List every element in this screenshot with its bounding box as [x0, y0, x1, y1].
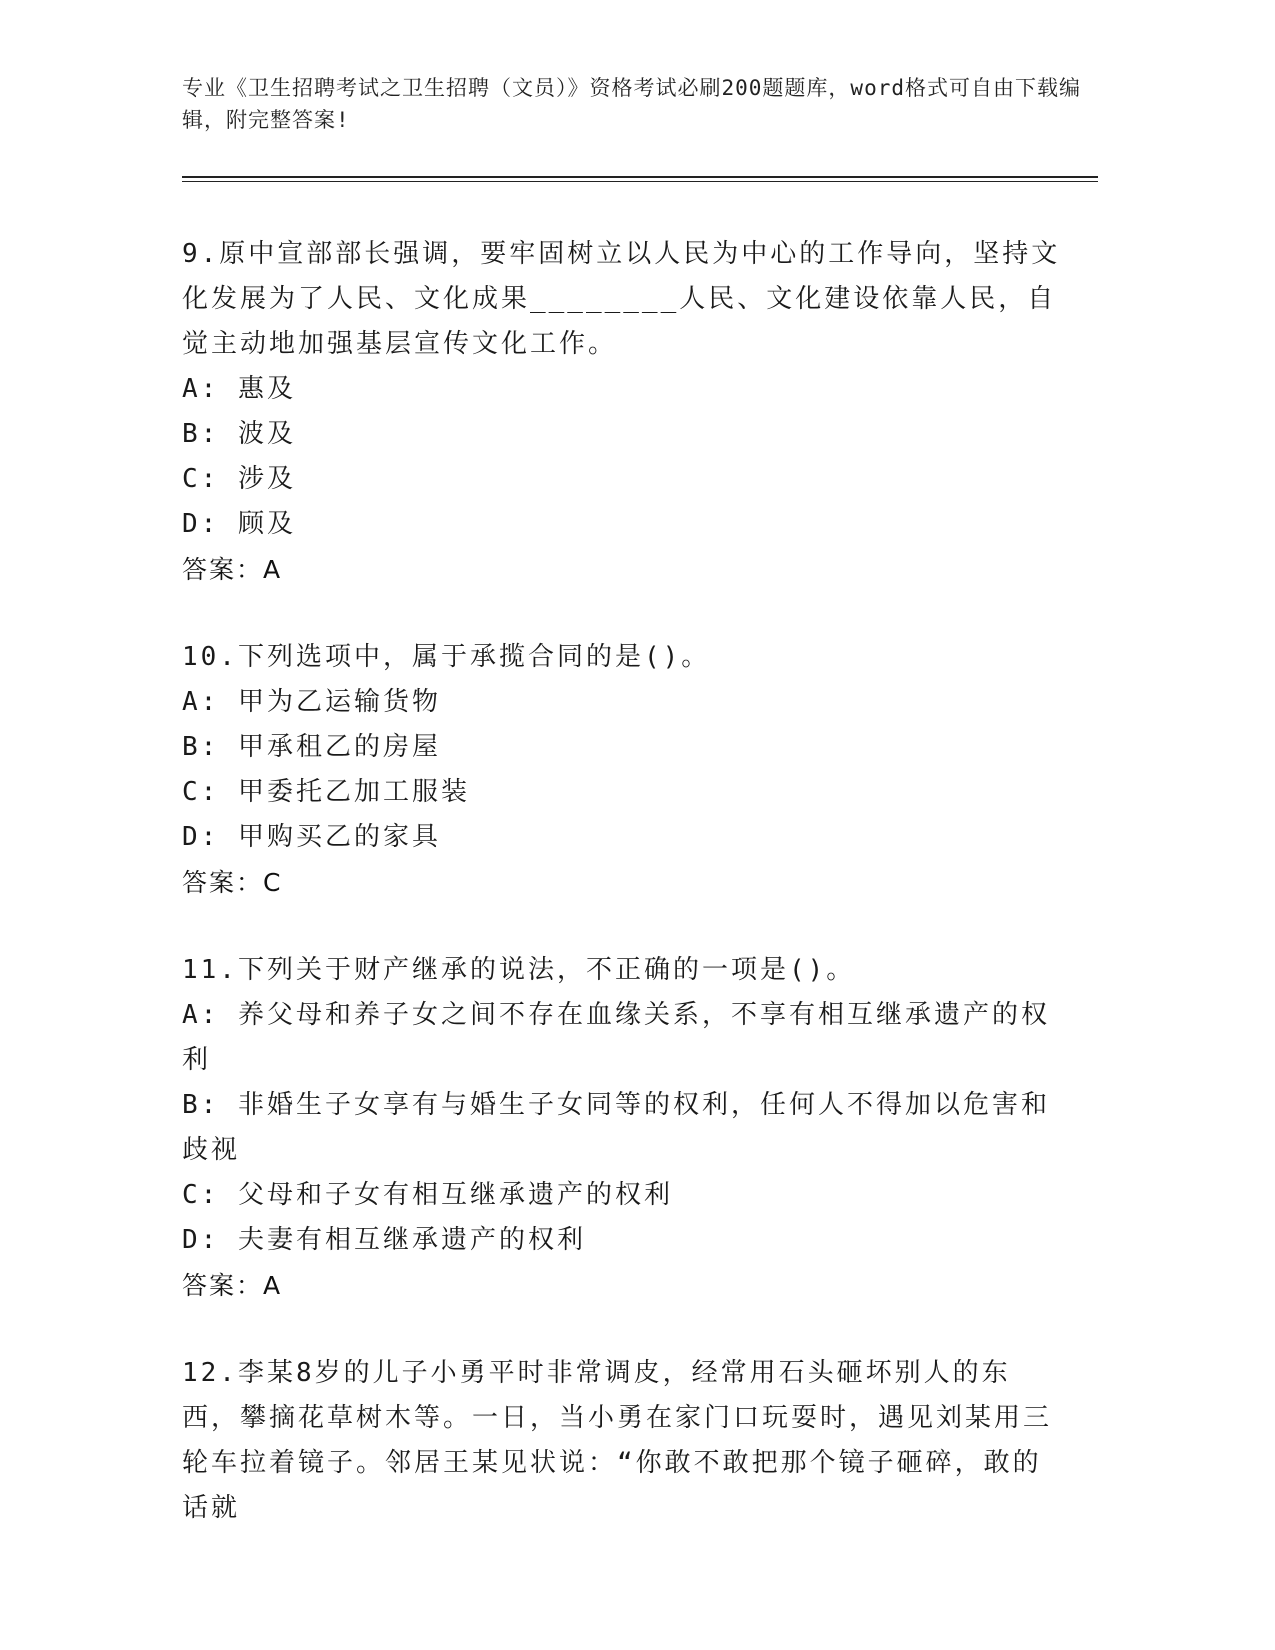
- header-divider-thin: [182, 181, 1098, 182]
- answer-line: 答案：A: [182, 555, 283, 584]
- option-b: B: 非婚生子女享有与婚生子女同等的权利，任何人不得加以危害和歧视: [182, 1090, 1050, 1165]
- option-b: B: 波及: [182, 419, 296, 449]
- question-12: [182, 1351, 1082, 1531]
- option-c: C: 甲委托乙加工服装: [182, 777, 470, 807]
- option-a: A: 惠及: [182, 374, 296, 404]
- option-d: D: 夫妻有相互继承遗产的权利: [182, 1225, 586, 1255]
- option-c: C: 父母和子女有相互继承遗产的权利: [182, 1180, 673, 1210]
- question-stem: 12.李某8岁的儿子小勇平时非常调皮，经常用石头砸坏别人的东西，攀摘花草树木等。一日，当小勇在家门口玩耍时，遇见刘某用三轮车拉着镜子。邻居王某见状说：“你敢不敢把那个镜子砸碎，敢的话就: [182, 1358, 1053, 1523]
- question-list: [182, 232, 1082, 1531]
- option-d: D: 顾及: [182, 509, 296, 539]
- question-stem: 11.下列关于财产继承的说法，不正确的一项是()。: [182, 955, 856, 985]
- question-stem: 10.下列选项中，属于承揽合同的是()。: [182, 642, 711, 672]
- question-10: [182, 635, 1082, 905]
- option-a: A: 甲为乙运输货物: [182, 687, 441, 717]
- answer-line: 答案：C: [182, 868, 283, 897]
- option-d: D: 甲购买乙的家具: [182, 822, 441, 852]
- question-11: [182, 948, 1082, 1308]
- document-header: 专业《卫生招聘考试之卫生招聘（文员）》资格考试必刷200题题库，word格式可自由下载编辑，附完整答案!: [182, 76, 1081, 132]
- option-c: C: 涉及: [182, 464, 296, 494]
- option-a: A: 养父母和养子女之间不存在血缘关系，不享有相互继承遗产的权利: [182, 1000, 1050, 1075]
- question-stem: 9.原中宣部部长强调，要牢固树立以人民为中心的工作导向，坚持文化发展为了人民、文化成果________人民、文化建设依靠人民，自觉主动地加强基层宣传文化工作。: [182, 239, 1061, 359]
- option-b: B: 甲承租乙的房屋: [182, 732, 441, 762]
- header-divider-thick: [182, 176, 1098, 178]
- question-9: [182, 232, 1082, 592]
- answer-line: 答案：A: [182, 1271, 283, 1300]
